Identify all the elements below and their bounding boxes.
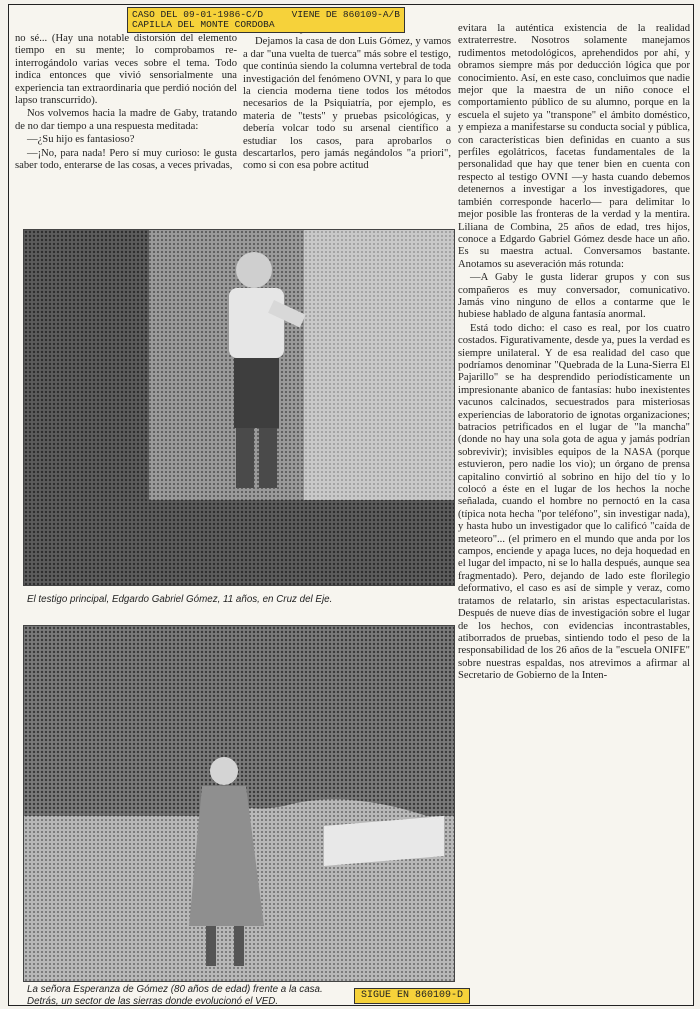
newspaper-page: [8, 4, 694, 1006]
column1-paragraph: —¡No, para nada! Pero sí muy curioso: le gusta saber todo, enterarse de las cosas, a veces privadas,: [15, 147, 237, 172]
column3-paragraph: evitara la auténtica existencia de la realidad extraterrestre. Nosotros solamente manejamos rudimentos metodológicos, aprehendidos por ahí, y obramos siempre más por deducción lógica que por conocimiento. Así, en este caso, concluimos que nadie mejor que la maestra de un niño conoce el comportamiento público de su alumno, porque en la escuela el sujeto ya "transpone" el ámbito doméstico, y empieza a manifestarse su conducta social y pública, con características bien definidas en cuanto a sus perfiles egolátricos, facetas fundamentales de la personalidad que hay que tener bien en cuenta con respecto al testigo OVNI —y hasta cuando debemos detenernos a investigar a los investigadores, que también corresponde hacerlo— para delimitar lo mejor posible las fronteras de la verdad y la mentira. Liliana de Combina, 25 años de edad, tres hijos, conoce a Edgardo Gabriel Gómez desde hace un año. Es su maestra actual. Conversamos bastante. Anotamos su aseveración más rotunda:: [458, 23, 690, 270]
column1-paragraph: no sé... (Hay una notable distorsión del elemento tiempo en su mente; lo comprobamos re-interrogándolo varias veces sobre el tema. Todo indica entonces que vivió sensorialmente una experiencia tan extraordinaria que perdió noción del lapso transcurrido).: [15, 33, 237, 107]
article-column-2: [243, 23, 451, 221]
photo-caption-mrs-gomez: La señora Esperanza de Gómez (80 años de edad) frente a la casa. Detrás, un sector de las sierras donde evolucionó el VED.: [27, 984, 323, 1006]
mrs-gomez-photo-image: [24, 626, 454, 981]
archive-header-stamp: [127, 7, 405, 33]
header-stamp-line2: CAPILLA DEL MONTE CORDOBA: [132, 19, 275, 30]
column3-paragraph: Está todo dicho: el caso es real, por los cuatro costados. Figurativamente, desde ya, pues la verdad es siempre unilateral. Y de esa realidad del caso que podríamos denominar "Quebrada de la Luna-Sierra El Pajarillo" se ha desprendido periodísticamente un impresionante abanico de fantasías: hubo inexistentes vacunos calcinados, secuestrados para misteriosas experiencias de laboratorio de ignotas organizaciones; batracios petrificados en el lugar de "la mancha" (donde no hay una sola gota de agua y jamás podrían sobrevivir); invisibles equipos de la NASA (porque estuvieron, pero nadie los vio); un órgano de prensa capitalino convirtió al sobrino en hijo del tío y lo colocó a éste en el lugar de los hechos la noche señalada, cuando el hombre no pernoctó en la casa (típica nota hecha "por teléfono", sin investigar nada), y hasta hubo un investigador que lo calificó "caída de meteoro"... (el primero en el mundo que anda por los campos, enciende y apaga luces, no deja hoquedad en el lugar del impacto, ni se lo halla después, aunque sea fragmentado). Pero, dejando de lado este florilegio deformativo, el caso es así de simple y veraz, como tratamos de relatarlo, sin aristas espectacularistas. Después de nueve días de investigación sobre el lugar de los hechos, con evidencias incontrastables, atiborrados de pruebas, sintiendo todo el peso de la responsabilidad de los 26 años de la "escuela ONIFE" sobre nuestras espaldas, nos atrevimos a afirmar al Secretario de Gobierno de la Inten-: [458, 322, 690, 682]
column1-paragraph: —¿Su hijo es fantasioso?: [27, 134, 135, 146]
article-column-3: [458, 23, 690, 998]
article-column-1: [15, 33, 237, 221]
archive-footer-stamp: SIGUE EN 860109-D: [354, 988, 470, 1004]
column3-paragraph: —A Gaby le gusta liderar grupos y con sus compañeros es muy conversador, comunicativo. Jamás vino ninguno de ellos a contarme que le hubiese hablado de alguna fantasía anormal.: [458, 272, 690, 321]
column2-paragraph: Dejamos la casa de don Luis Gómez, y vamos a dar "una vuelta de tuerca" más sobre el testigo, que continúa siendo la columna vertebral de toda investigación del fenómeno OVNI, y para lo que la ciencia moderna tiene todos los métodos necesarios de la Psiquiatría, por ejemplo, es materia de "tests" y pruebas psicológicas, y debería volcar todo su arsenal científico a estudiar los casos, para aprobarlos o descartarlos, pero jamás negándolos "a priori", como si con esa pobre actitud: [243, 36, 451, 172]
witness-boy-photo: [23, 229, 455, 586]
header-stamp-line1: CASO DEL 09-01-1986-C/D VIENE DE 860109-A/B: [132, 9, 400, 20]
witness-boy-photo-image: [24, 230, 454, 585]
photo-caption-witness: El testigo principal, Edgardo Gabriel Gómez, 11 años, en Cruz del Eje.: [27, 594, 333, 605]
column1-paragraph: Nos volvemos hacia la madre de Gaby, tratando de no dar tiempo a una respuesta meditada:: [15, 108, 237, 132]
mrs-gomez-photo: [23, 625, 455, 982]
